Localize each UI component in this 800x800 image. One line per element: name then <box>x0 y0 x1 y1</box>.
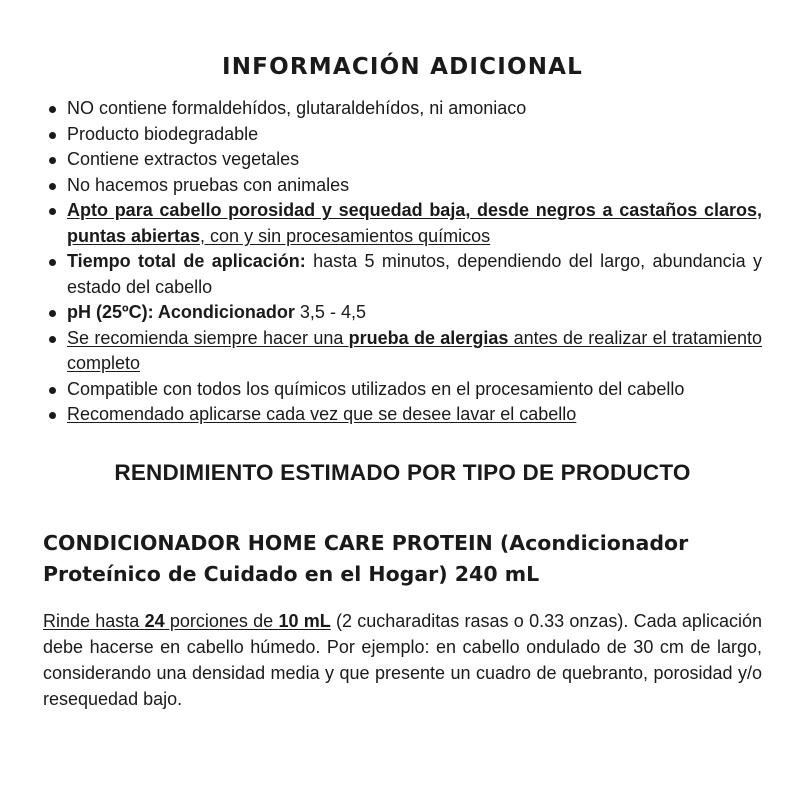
yield-text <box>43 611 331 631</box>
section-title: RENDIMIENTO ESTIMADO POR TIPO DE PRODUCTO <box>114 459 691 485</box>
list-item-text: NO contiene formaldehídos, glutaraldehídos, ni amoniaco <box>67 98 527 118</box>
list-item <box>48 147 762 173</box>
portion-count: 24 <box>144 610 165 631</box>
list-item-text: Contiene extractos vegetales <box>67 149 300 169</box>
page-title: INFORMACIÓN ADICIONAL <box>221 54 584 80</box>
list-item <box>48 173 762 199</box>
list-item <box>48 377 762 403</box>
list-item-text: Se recomienda siempre hacer una <box>67 327 349 348</box>
list-item-text: No hacemos pruebas con animales <box>67 174 350 195</box>
list-item-text: Recomendado aplicarse cada vez que se desee lavar el cabello <box>67 404 577 424</box>
list-item-bold: pH (25ºC): Acondicionador <box>67 302 295 322</box>
info-list <box>43 96 762 428</box>
list-item <box>48 198 762 249</box>
list-item-bold: Tiempo total de aplicación: <box>67 251 306 271</box>
list-item <box>48 326 762 377</box>
list-item-underlined <box>67 200 762 246</box>
list-item-text: , con y sin procesamientos químicos <box>200 225 491 246</box>
list-item <box>48 300 762 326</box>
description-text: Rinde hasta <box>43 610 145 631</box>
portion-size: 10 mL <box>278 610 331 631</box>
list-item <box>48 96 762 122</box>
list-item-text: hasta 5 minutos, dependiendo del largo, abundancia y estado del cabello <box>67 251 762 297</box>
list-item-text: antes de realizar el tratamiento completo <box>67 327 762 373</box>
description-text: (2 cucharaditas rasas o 0.33 onzas). Cada aplicación debe hacerse en cabello húmedo. Por ejemplo: en cabello ondulado de 30 cm de largo, considerando una densidad media y que presente un cuadro de quebranto, porosidad y/o resequedad bajo. <box>43 610 762 709</box>
list-item <box>48 249 762 300</box>
description-text: porciones de <box>164 610 279 631</box>
list-item-text: Producto biodegradable <box>67 123 259 144</box>
product-title: CONDICIONADOR HOME CARE PROTEIN (Acondicionador Proteínico de Cuidado en el Hogar) 240 mL <box>43 530 689 586</box>
list-item <box>48 122 762 148</box>
list-item-bold: prueba de alergias <box>348 327 509 348</box>
product-description <box>43 608 762 712</box>
list-item-underlined <box>67 328 762 374</box>
list-item-text: 3,5 - 4,5 <box>294 302 366 322</box>
list-item-text: Compatible con todos los químicos utilizados en el procesamiento del cabello <box>67 378 685 399</box>
list-item <box>48 402 762 428</box>
list-item-bold: Apto para cabello porosidad y sequedad baja, desde negros a castaños claros, puntas abiertas <box>67 200 762 246</box>
